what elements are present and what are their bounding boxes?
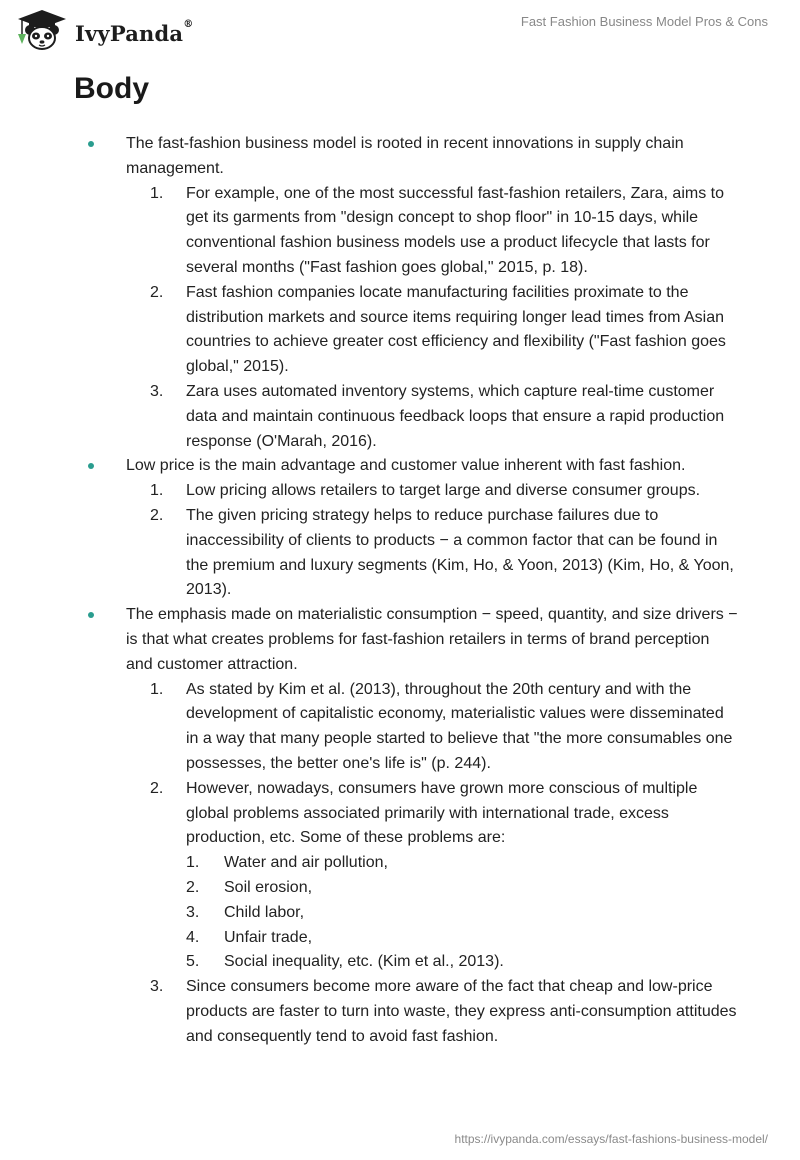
- sub-numbered-item: [0, 926, 800, 951]
- outline-content: [0, 132, 800, 1049]
- bullet-text: Low price is the main advantage and customer value inherent with fast fashion.: [126, 457, 686, 475]
- item-number: 2.: [150, 779, 164, 797]
- item-text: However, nowadays, consumers have grown more conscious of multiple global problems associated primarily with international trade, excess production, etc. Some of these problems are:: [186, 779, 698, 847]
- item-number: 3.: [186, 903, 200, 921]
- numbered-item: [0, 504, 800, 603]
- item-number: 2.: [186, 878, 200, 896]
- item-number: 1.: [150, 680, 164, 698]
- item-text: Social inequality, etc. (Kim et al., 2013).: [224, 953, 504, 971]
- item-number: 4.: [186, 928, 200, 946]
- numbered-item: [0, 479, 800, 504]
- footer-url-link[interactable]: https://ivypanda.com/essays/fast-fashions-business-model/: [454, 1132, 768, 1146]
- item-number: 1.: [186, 854, 200, 872]
- item-text: The given pricing strategy helps to reduce purchase failures due to inaccessibility of clients to products − a common factor that can be found in the premium and luxury segments (Kim, Ho, & Yoon, 2013) (Kim, Ho, & Yoon, 2013).: [186, 506, 734, 599]
- item-text: Zara uses automated inventory systems, which capture real-time customer data and maintain continuous feedback loops that ensure a rapid production response (O'Marah, 2016).: [186, 382, 725, 450]
- item-text: Unfair trade,: [224, 928, 313, 946]
- item-number: 2.: [150, 506, 164, 524]
- bullet-item: [0, 454, 800, 479]
- bullet-dot-icon: [88, 612, 94, 618]
- item-text: Soil erosion,: [224, 878, 313, 896]
- bullet-text: The fast-fashion business model is rooted in recent innovations in supply chain management.: [126, 135, 684, 177]
- numbered-item: [0, 281, 800, 380]
- item-text: As stated by Kim et al. (2013), throughout the 20th century and with the development of capitalistic economy, materialistic values were disseminated in a way that many people started to believe that "the more consumables one possesses, the better one's life is" (p. 244).: [186, 680, 733, 772]
- numbered-item: [0, 380, 800, 454]
- item-number: 3.: [150, 382, 164, 400]
- bullet-item: [0, 132, 800, 182]
- document-title: Fast Fashion Business Model Pros & Cons: [520, 14, 768, 29]
- item-text: Since consumers become more aware of the fact that cheap and low-price products are faster to turn into waste, they express anti-consumption attitudes and consequently tend to avoid fast fashion.: [186, 978, 737, 1045]
- sub-numbered-item: [0, 901, 800, 926]
- sub-numbered-item: [0, 950, 800, 975]
- item-text: Child labor,: [224, 903, 305, 921]
- item-number: 3.: [150, 978, 164, 996]
- brand-name: IvyPanda®: [75, 18, 194, 46]
- item-text: Fast fashion companies locate manufacturing facilities proximate to the distribution markets and source items requiring longer lead times from Asian countries to achieve greater cost efficiency and flexibility ("Fast fashion goes global," 2015).: [186, 283, 726, 376]
- header: [0, 0, 800, 60]
- item-number: 1.: [150, 482, 164, 500]
- ivypanda-logo[interactable]: [14, 8, 193, 52]
- bullet-item: [0, 603, 800, 677]
- numbered-item: [0, 975, 800, 1049]
- panda-graduation-icon: [14, 8, 70, 52]
- sub-numbered-item: [0, 851, 800, 876]
- numbered-item: [0, 182, 800, 281]
- item-text: Water and air pollution,: [224, 854, 388, 872]
- numbered-item: [0, 777, 800, 851]
- section-heading: Body: [74, 72, 149, 105]
- item-number: 5.: [186, 953, 200, 971]
- item-text: For example, one of the most successful fast-fashion retailers, Zara, aims to get its garments from "design concept to shop floor" in 10-15 days, while conventional fashion business models use a product lifecycle that lasts for several months ("Fast fashion goes global," 2015, p. 18).: [186, 184, 724, 276]
- item-number: 2.: [150, 283, 164, 301]
- bullet-dot-icon: [88, 463, 94, 469]
- bullet-text: The emphasis made on materialistic consumption − speed, quantity, and size drivers − is that what creates problems for fast-fashion retailers in terms of brand perception and customer attraction.: [126, 606, 738, 673]
- item-text: Low pricing allows retailers to target large and diverse consumer groups.: [186, 482, 701, 500]
- item-number: 1.: [150, 184, 164, 202]
- bullet-dot-icon: [88, 141, 94, 147]
- numbered-item: [0, 678, 800, 777]
- sub-numbered-item: [0, 876, 800, 901]
